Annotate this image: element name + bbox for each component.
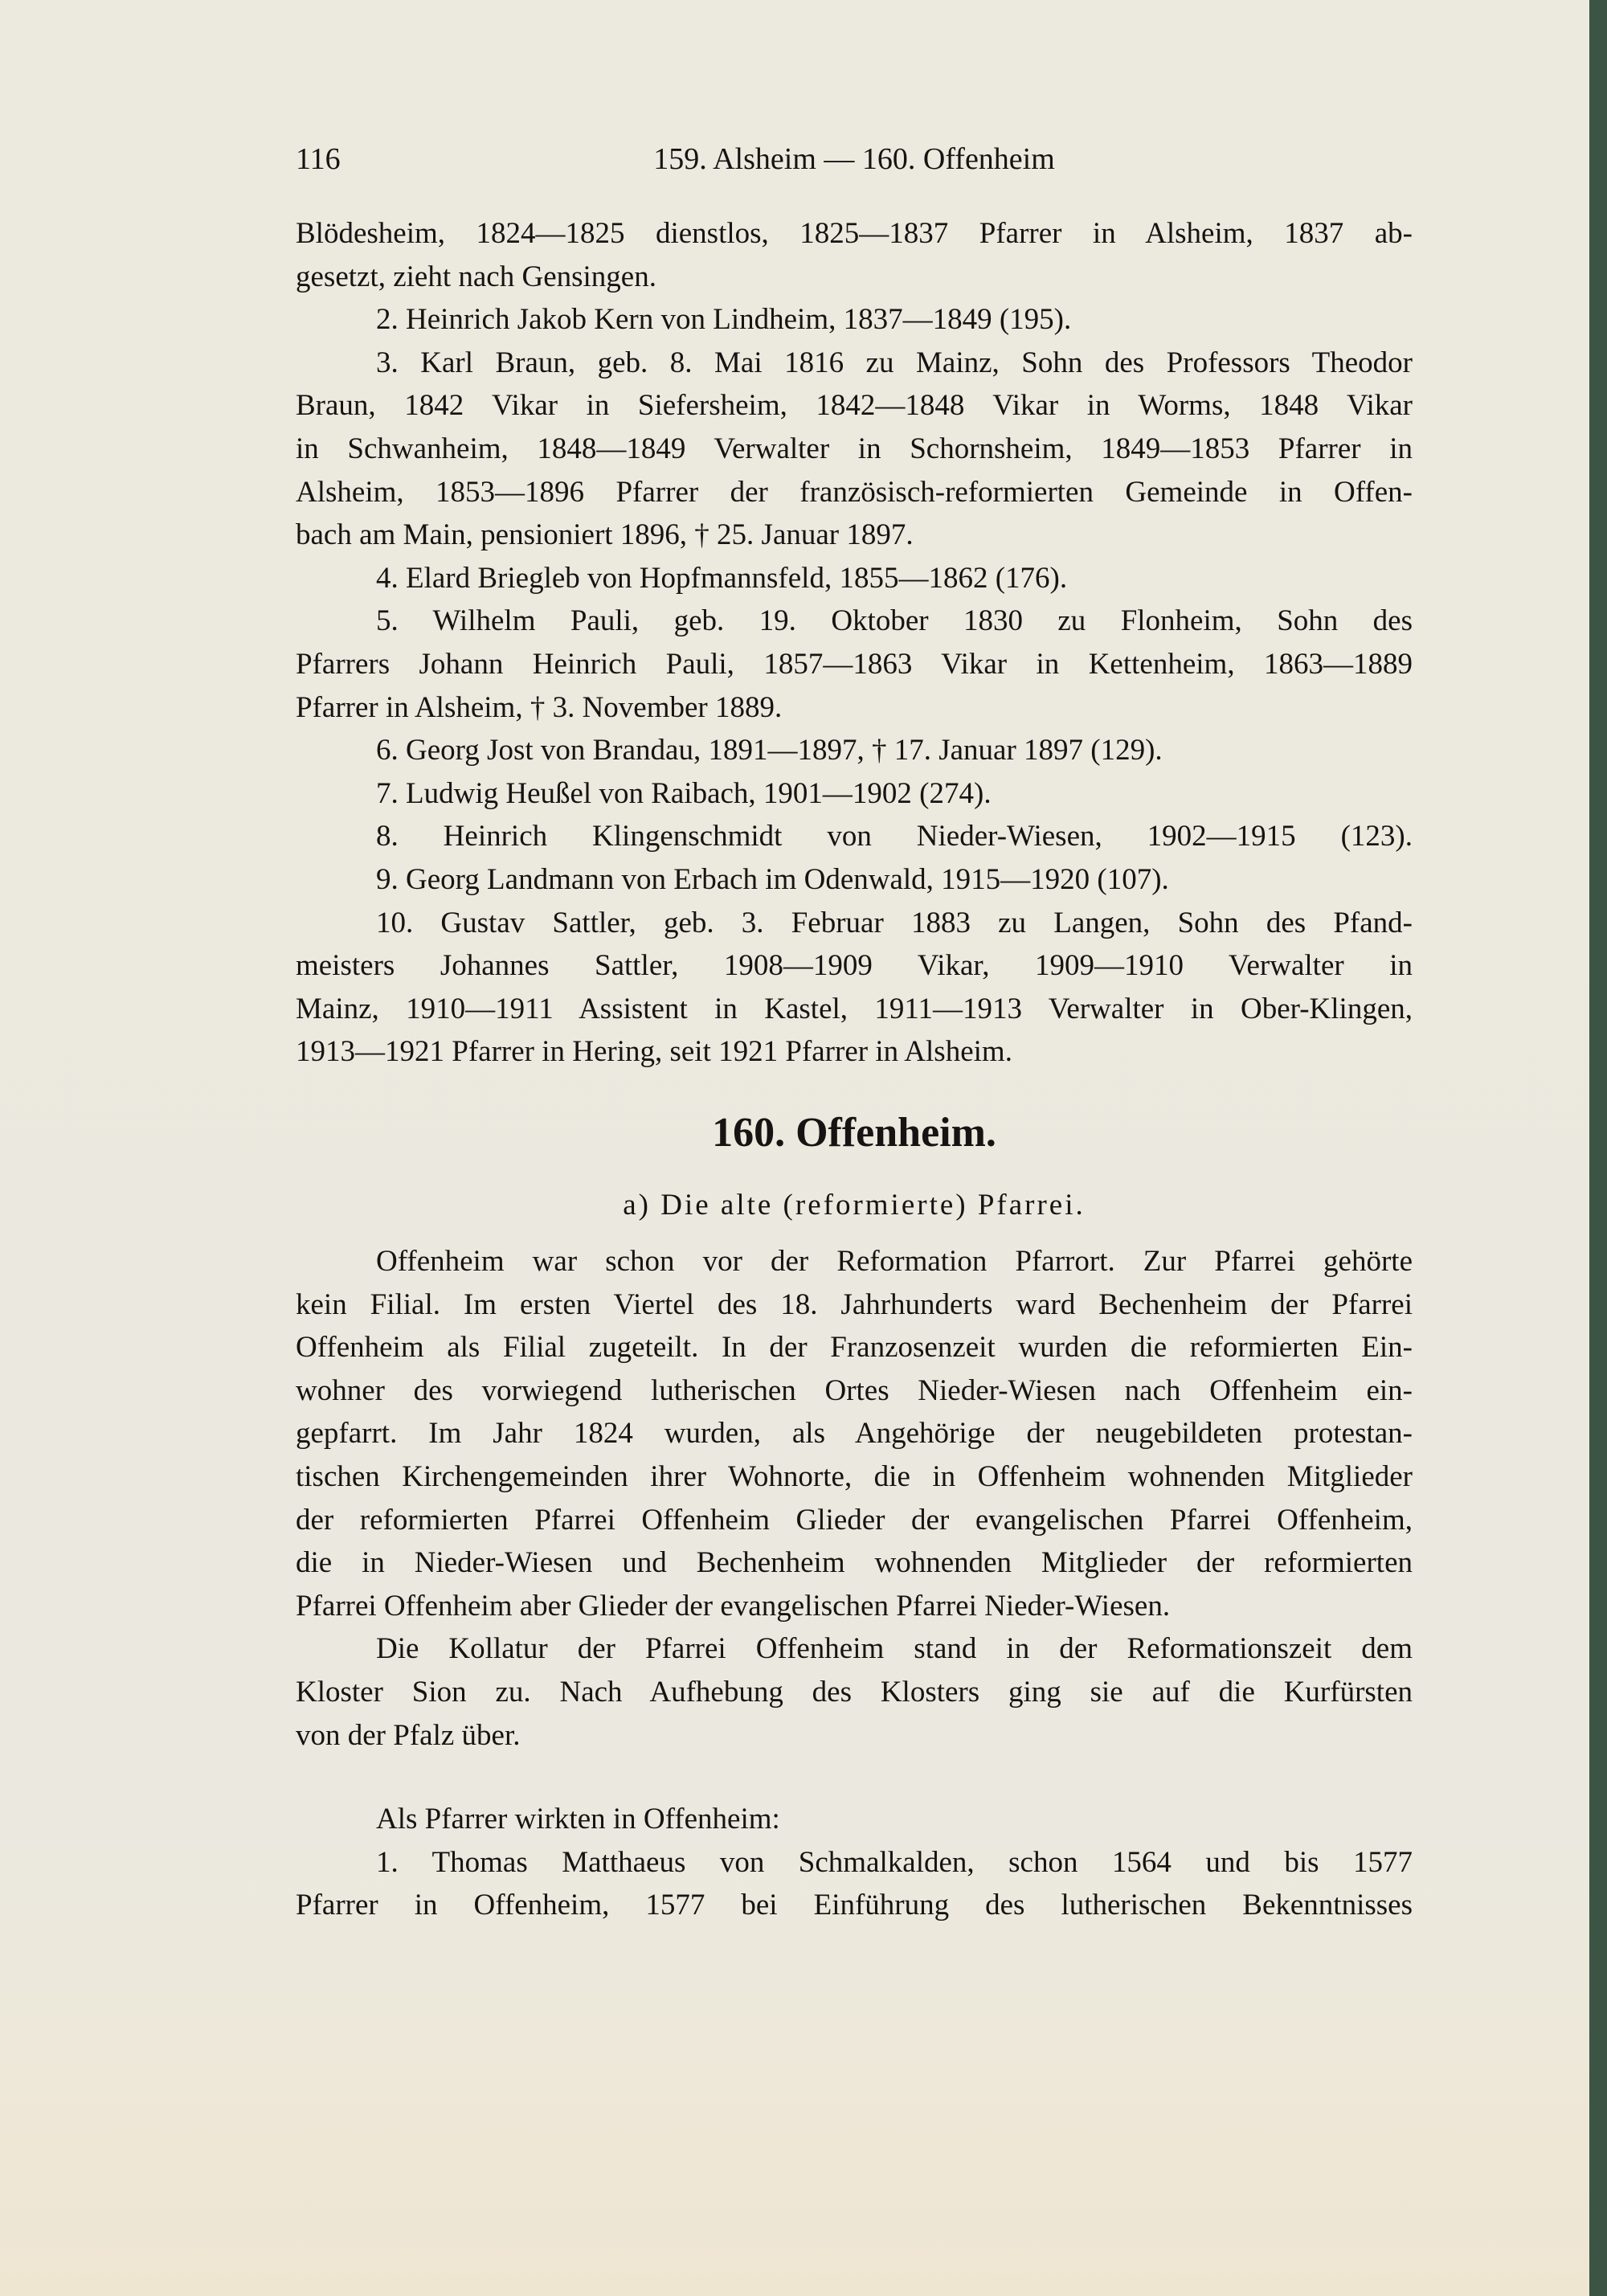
text-line: 7. Ludwig Heußel von Raibach, 1901—1902 (274). bbox=[376, 776, 992, 810]
paragraph bbox=[296, 1627, 1413, 1757]
text-line: von der Pfalz über. bbox=[296, 1718, 521, 1752]
text-line: Blödesheim, 1824—1825 dienstlos, 1825—1837 Pfarrer in Alsheim, 1837 ab- bbox=[296, 217, 1413, 250]
paragraph bbox=[296, 1798, 1413, 1841]
paragraph bbox=[296, 1240, 1413, 1627]
running-title: 159. Alsheim — 160. Offenheim bbox=[653, 142, 1055, 176]
text-line: Kloster Sion zu. Nach Aufhebung des Klosters ging sie auf die Kurfürsten bbox=[296, 1675, 1413, 1709]
paragraph bbox=[296, 557, 1413, 600]
text-line: 6. Georg Jost von Brandau, 1891—1897, † 17. Januar 1897 (129). bbox=[376, 734, 1163, 767]
text-line: Braun, 1842 Vikar in Siefersheim, 1842—1848 Vikar in Worms, 1848 Vikar bbox=[296, 389, 1413, 423]
text-line: Offenheim war schon vor der Reformation Pfarrort. Zur Pfarrei gehörte bbox=[376, 1245, 1413, 1278]
section-offenheim-pastors bbox=[296, 1798, 1413, 1927]
text-line: bach am Main, pensioniert 1896, † 25. Januar 1897. bbox=[296, 518, 914, 552]
section-subheading: a) Die alte (reformierte) Pfarrei. bbox=[623, 1189, 1086, 1222]
text-line: tischen Kirchengemeinden ihrer Wohnorte, die in Offenheim wohnenden Mitglieder bbox=[296, 1459, 1413, 1493]
page-number: 116 bbox=[296, 142, 341, 176]
text-line: 1913—1921 Pfarrer in Hering, seit 1921 Pfarrer in Alsheim. bbox=[296, 1035, 1012, 1069]
text-line: Pfarrei Offenheim aber Glieder der evangelischen Pfarrei Nieder-Wiesen. bbox=[296, 1589, 1171, 1623]
text-line: Alsheim, 1853—1896 Pfarrer der französisch-reformierten Gemeinde in Offen- bbox=[296, 475, 1413, 509]
text-line: kein Filial. Im ersten Viertel des 18. Jahrhunderts ward Bechenheim der Pfarrei bbox=[296, 1287, 1413, 1321]
paragraph bbox=[296, 298, 1413, 342]
text-line: die in Nieder-Wiesen und Bechenheim wohnenden Mitglieder der reformierten bbox=[296, 1546, 1413, 1580]
text-line: gepfarrt. Im Jahr 1824 wurden, als Angehörige der neugebildeten protestan- bbox=[296, 1417, 1413, 1451]
paragraph bbox=[296, 600, 1413, 729]
paragraph bbox=[296, 212, 1413, 298]
text-line: 2. Heinrich Jakob Kern von Lindheim, 1837—1849 (195). bbox=[376, 303, 1072, 337]
text-line: 9. Georg Landmann von Erbach im Odenwald, 1915—1920 (107). bbox=[376, 862, 1169, 896]
text-line: Mainz, 1910—1911 Assistent in Kastel, 1911—1913 Verwalter in Ober-Klingen, bbox=[296, 992, 1413, 1025]
text-line: Offenheim als Filial zugeteilt. In der Franzosenzeit wurden die reformierten Ein- bbox=[296, 1331, 1413, 1365]
text-line: 8. Heinrich Klingenschmidt von Nieder-Wiesen, 1902—1915 (123). bbox=[376, 820, 1413, 853]
text-line: der reformierten Pfarrei Offenheim Glieder der evangelischen Pfarrei Offenheim, bbox=[296, 1503, 1413, 1537]
section-heading: 160. Offenheim. bbox=[712, 1110, 996, 1156]
paragraph bbox=[296, 1841, 1413, 1927]
text-line: Pfarrer in Offenheim, 1577 bei Einführung des lutherischen Bekenntnisses bbox=[296, 1889, 1413, 1922]
paragraph bbox=[296, 342, 1413, 557]
text-line: in Schwanheim, 1848—1849 Verwalter in Schornsheim, 1849—1853 Pfarrer in bbox=[296, 432, 1413, 465]
text-line: 1. Thomas Matthaeus von Schmalkalden, schon 1564 und bis 1577 bbox=[376, 1845, 1413, 1879]
text-line: 10. Gustav Sattler, geb. 3. Februar 1883 zu Langen, Sohn des Pfand- bbox=[376, 906, 1413, 939]
text-line: Als Pfarrer wirkten in Offenheim: bbox=[376, 1803, 780, 1836]
section-offenheim-history bbox=[296, 1240, 1413, 1757]
text-line: meisters Johannes Sattler, 1908—1909 Vikar, 1909—1910 Verwalter in bbox=[296, 949, 1413, 983]
text-line: gesetzt, zieht nach Gensingen. bbox=[296, 260, 656, 293]
text-line: 3. Karl Braun, geb. 8. Mai 1816 zu Mainz, Sohn des Professors Theodor bbox=[376, 346, 1413, 379]
text-line: 4. Elard Briegleb von Hopfmannsfeld, 1855—1862 (176). bbox=[376, 561, 1068, 595]
book-edge bbox=[1589, 0, 1607, 2296]
paragraph bbox=[296, 772, 1413, 816]
text-line: Die Kollatur der Pfarrei Offenheim stand in der Reformationszeit dem bbox=[376, 1632, 1413, 1666]
paragraph bbox=[296, 902, 1413, 1074]
text-line: Pfarrers Johann Heinrich Pauli, 1857—1863 Vikar in Kettenheim, 1863—1889 bbox=[296, 647, 1413, 681]
paragraph bbox=[296, 858, 1413, 902]
text-line: wohner des vorwiegend lutherischen Ortes Nieder-Wiesen nach Offenheim ein- bbox=[296, 1373, 1413, 1407]
paragraph bbox=[296, 815, 1413, 858]
section-alsheim-pastors bbox=[296, 212, 1413, 1074]
text-line: Pfarrer in Alsheim, † 3. November 1889. bbox=[296, 690, 783, 724]
text-line: 5. Wilhelm Pauli, geb. 19. Oktober 1830 zu Flonheim, Sohn des bbox=[376, 604, 1413, 638]
paragraph bbox=[296, 729, 1413, 772]
